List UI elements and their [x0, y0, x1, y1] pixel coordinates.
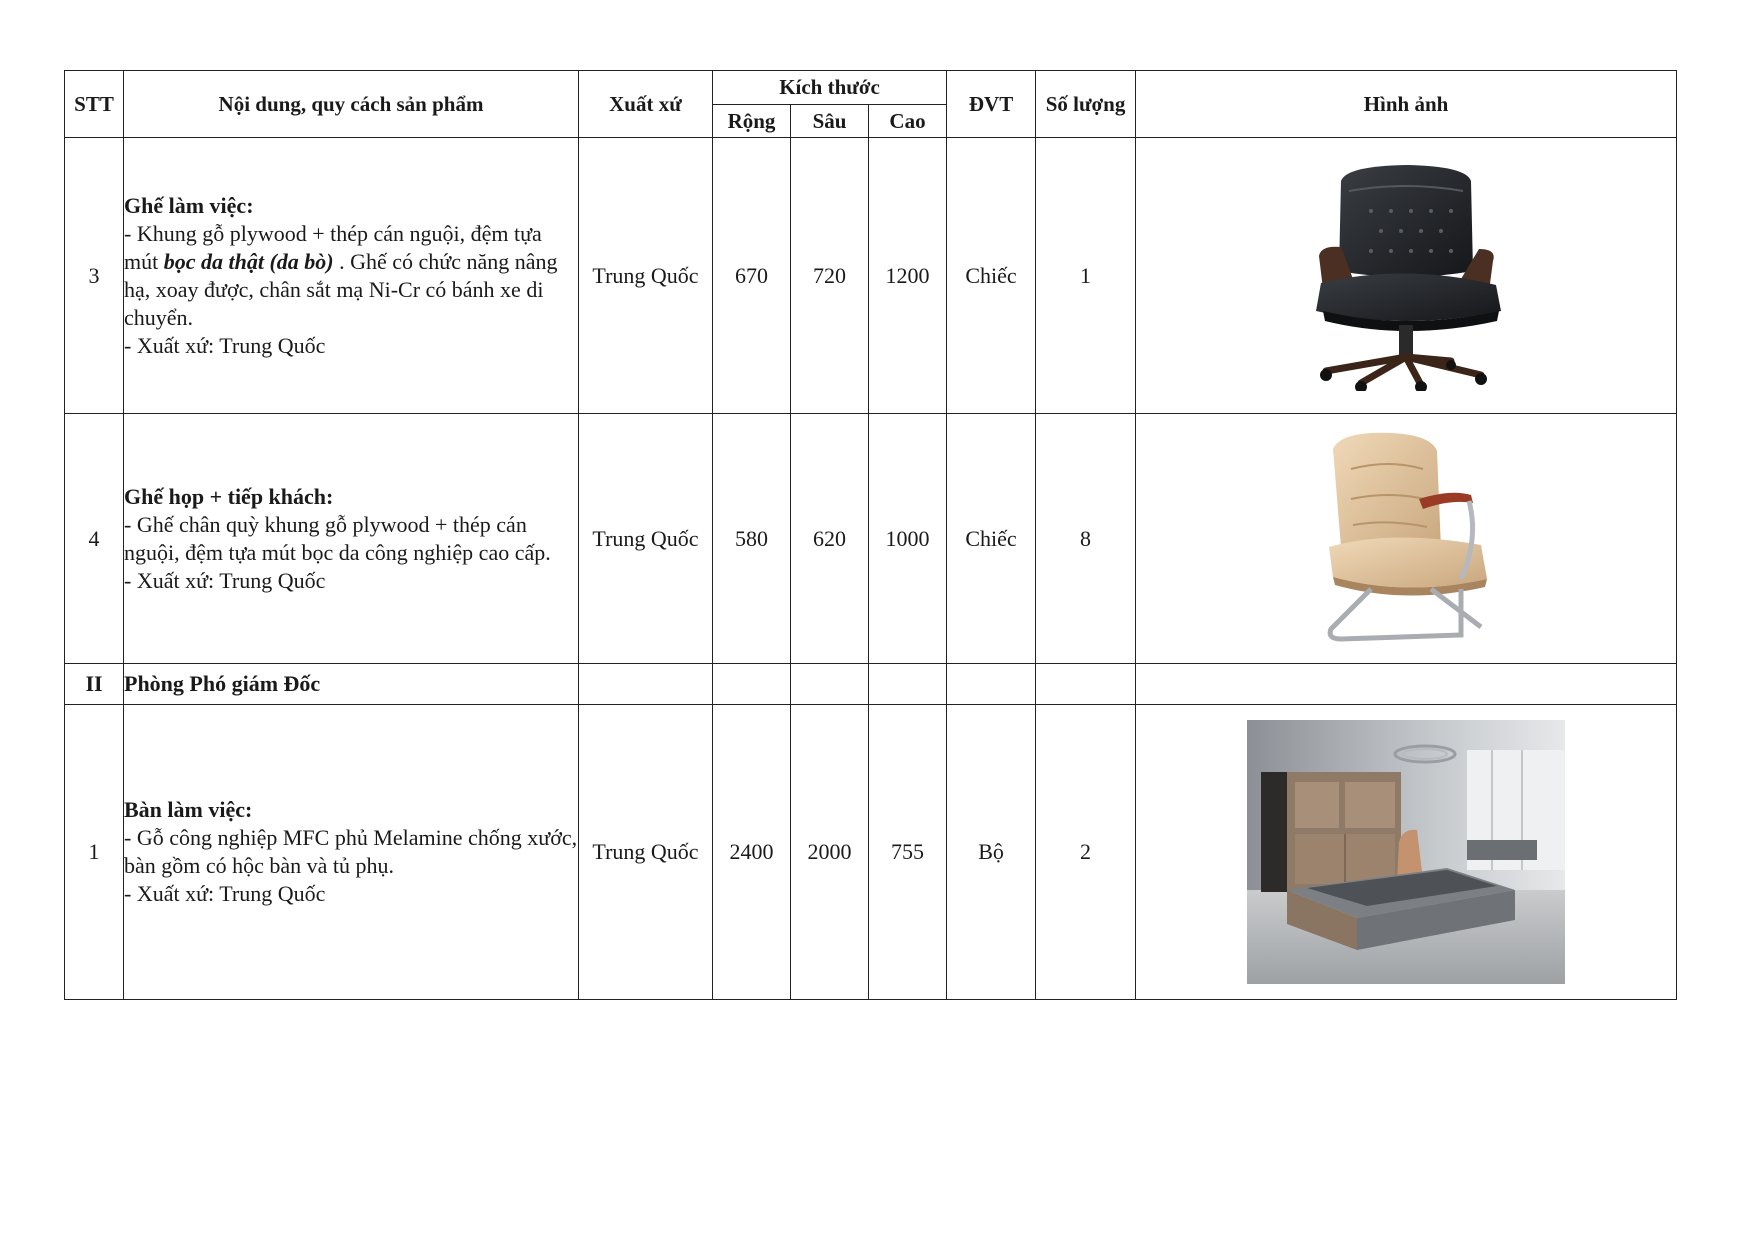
row-qty: 8	[1036, 414, 1136, 664]
row-qty: 1	[1036, 138, 1136, 414]
row-stt: 4	[65, 414, 124, 664]
spec-emphasis: bọc da thật (da bò)	[163, 248, 334, 274]
product-spec	[124, 220, 578, 332]
row-description	[124, 138, 579, 414]
product-origin-line: - Xuất xứ: Trung Quốc	[124, 332, 326, 358]
table-row	[65, 705, 1677, 1000]
header-width: Rộng	[713, 105, 791, 138]
section-name: Phòng Phó giám Đốc	[124, 664, 579, 705]
table-row	[65, 414, 1677, 664]
header-qty: Số lượng	[1036, 71, 1136, 138]
header-stt: STT	[65, 71, 124, 138]
header-image: Hình ảnh	[1136, 71, 1677, 138]
header-depth: Sâu	[791, 105, 869, 138]
row-width: 2400	[713, 705, 791, 1000]
row-description	[124, 414, 579, 664]
spec-text: - Khung gỗ plywood + thép cán nguội, đệm tựa mút	[124, 220, 542, 274]
row-stt: 3	[65, 138, 124, 414]
row-depth: 620	[791, 414, 869, 664]
product-title: Bàn làm việc:	[124, 797, 253, 822]
row-width: 670	[713, 138, 791, 414]
header-origin: Xuất xứ	[579, 71, 713, 138]
product-origin-line: - Xuất xứ: Trung Quốc	[124, 567, 326, 593]
row-height: 755	[869, 705, 947, 1000]
row-depth: 720	[791, 138, 869, 414]
row-image	[1136, 414, 1677, 664]
row-unit: Chiếc	[947, 414, 1036, 664]
row-height: 1200	[869, 138, 947, 414]
section-index: II	[65, 664, 124, 705]
product-spec: - Ghế chân quỳ khung gỗ plywood + thép cán nguội, đệm tựa mút bọc da công nghiệp cao cấp.	[124, 511, 551, 565]
row-image	[1136, 705, 1677, 1000]
row-unit: Bộ	[947, 705, 1036, 1000]
row-origin: Trung Quốc	[579, 414, 713, 664]
executive-leather-chair-icon	[1301, 161, 1511, 391]
row-image	[1136, 138, 1677, 414]
product-spec-table	[64, 70, 1677, 1000]
meeting-chair-icon	[1311, 429, 1501, 649]
office-desk-room-icon	[1247, 720, 1565, 984]
row-unit: Chiếc	[947, 138, 1036, 414]
row-qty: 2	[1036, 705, 1136, 1000]
section-row	[65, 664, 1677, 705]
row-origin: Trung Quốc	[579, 705, 713, 1000]
header-content: Nội dung, quy cách sản phẩm	[124, 71, 579, 138]
header-dimensions: Kích thước	[713, 71, 947, 105]
product-spec: - Gỗ công nghiệp MFC phủ Melamine chống xước, bàn gồm có hộc bàn và tủ phụ.	[124, 825, 578, 878]
header-height: Cao	[869, 105, 947, 138]
row-width: 580	[713, 414, 791, 664]
row-height: 1000	[869, 414, 947, 664]
row-stt: 1	[65, 705, 124, 1000]
spec-text: . Ghế có chức năng nâng hạ, xoay được, chân sắt mạ Ni-Cr có bánh xe di chuyển.	[124, 248, 558, 330]
row-origin: Trung Quốc	[579, 138, 713, 414]
header-unit: ĐVT	[947, 71, 1036, 138]
table-row	[65, 138, 1677, 414]
row-description	[124, 705, 579, 1000]
product-title: Ghế họp + tiếp khách:	[124, 483, 334, 509]
product-title: Ghế làm việc:	[124, 192, 254, 218]
product-origin-line: - Xuất xứ: Trung Quốc	[124, 881, 326, 906]
row-depth: 2000	[791, 705, 869, 1000]
